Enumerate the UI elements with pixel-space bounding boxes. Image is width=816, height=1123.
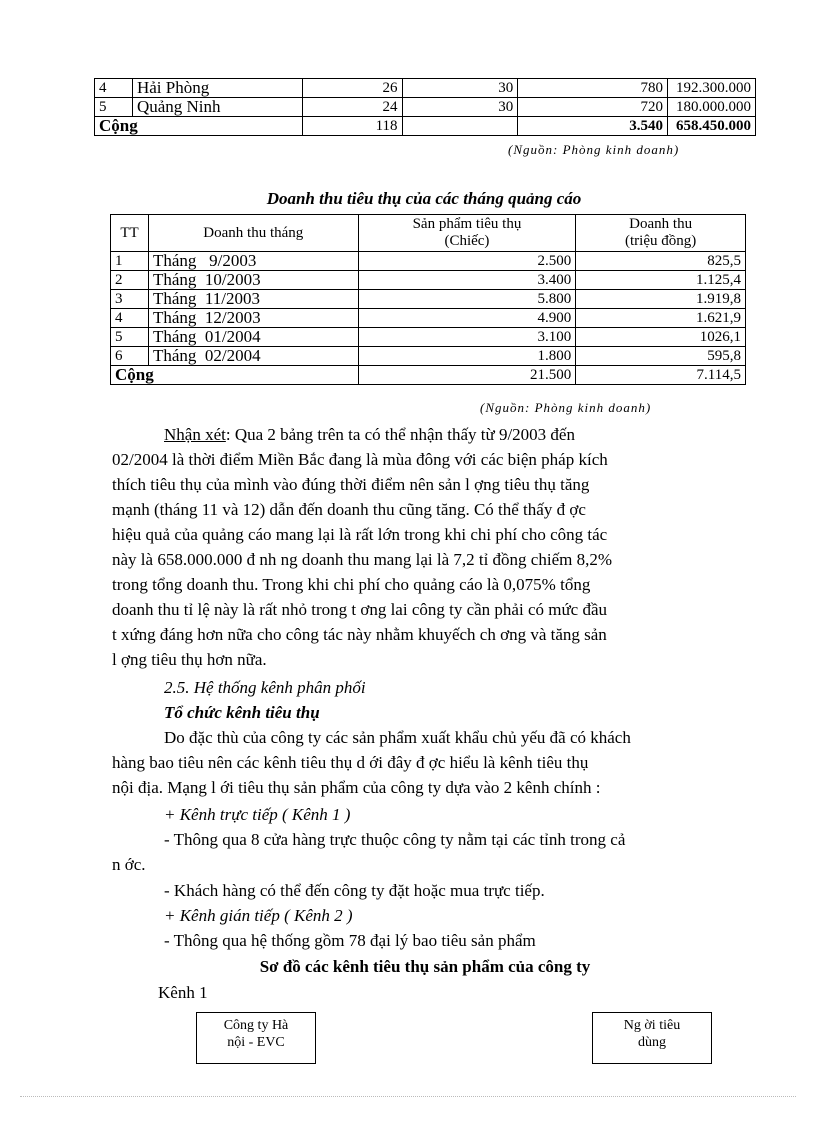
- page-footer-rule: [20, 1096, 796, 1097]
- cell-name: Quảng Ninh: [132, 98, 302, 117]
- cell-month: Tháng 9/2003: [148, 252, 358, 271]
- cell-name: Hải Phòng: [132, 79, 302, 98]
- remark-line: thích tiêu thụ của mình vào đúng thời điểm nên sản l ợng tiêu thụ tăng: [112, 475, 590, 494]
- cell-month: Tháng 01/2004: [148, 328, 358, 347]
- box-consumer-line2: dùng: [638, 1035, 666, 1050]
- remark-line: hiệu quả của quảng cáo mang lại là rất lớn trong khi chi phí cho công tác: [112, 525, 608, 544]
- cell-products: 1.800: [358, 347, 576, 366]
- remark-line: doanh thu tỉ lệ này là rất nhỏ trong t ơng lai công ty cần phải có mức đầu: [112, 600, 608, 619]
- remark-line: 02/2004 là thời điểm Miền Bắc đang là mùa đông với các biện pháp kích: [112, 450, 608, 469]
- cell-c1: 26: [302, 79, 402, 98]
- cell-tt: 3: [111, 290, 149, 309]
- total-c3: 3.540: [518, 117, 668, 136]
- table-row: [95, 79, 756, 98]
- cell-revenue: 595,8: [576, 347, 746, 366]
- channel1-heading: + Kênh trực tiếp ( Kênh 1 ): [164, 805, 351, 824]
- remark-line: [112, 422, 738, 447]
- channel2-heading: + Kênh gián tiếp ( Kênh 2 ): [164, 906, 353, 925]
- cell-c3: 780: [518, 79, 668, 98]
- total-c4: 658.450.000: [667, 117, 755, 136]
- header-revenue-line1: Doanh thu: [629, 216, 693, 232]
- remark-paragraph: [112, 422, 738, 672]
- header-tt: TT: [111, 215, 149, 252]
- channel1-line: - Thông qua 8 cửa hàng trực thuộc công ty nằm tại các tỉnh trong cả: [164, 830, 626, 849]
- section-heading: 2.5. Hệ thống kênh phân phối: [164, 678, 366, 697]
- total-c2: [402, 117, 518, 136]
- remark-line: l ợng tiêu thụ hơn nữa.: [112, 650, 267, 669]
- table-monthly-revenue: [110, 214, 746, 385]
- remark-line: mạnh (tháng 11 và 12) dẫn đến doanh thu cũng tăng. Có thể thấy đ ợc: [112, 500, 586, 519]
- cell-revenue: 1.621,9: [576, 309, 746, 328]
- table-header-row: [111, 215, 746, 252]
- section-line: nội địa. Mạng l ới tiêu thụ sản phẩm của công ty dựa vào 2 kênh chính :: [112, 778, 601, 797]
- remark-line: trong tổng doanh thu. Trong khi chi phí cho quảng cáo là 0,075% tổng: [112, 575, 591, 594]
- cell-products: 3.100: [358, 328, 576, 347]
- box-consumer: [592, 1012, 712, 1064]
- cell-month: Tháng 02/2004: [148, 347, 358, 366]
- cell-month: Tháng 10/2003: [148, 271, 358, 290]
- cell-c4: 192.300.000: [667, 79, 755, 98]
- cell-c3: 720: [518, 98, 668, 117]
- cell-c1: 24: [302, 98, 402, 117]
- channel1-line: n ớc.: [112, 855, 146, 874]
- table-row: [111, 290, 746, 309]
- total-label: Cộng: [95, 117, 303, 136]
- cell-revenue: 1026,1: [576, 328, 746, 347]
- cell-tt: 2: [111, 271, 149, 290]
- table-row: [95, 98, 756, 117]
- header-products-line2: (Chiếc): [444, 233, 490, 249]
- cell-tt: 1: [111, 252, 149, 271]
- cell-month: Tháng 11/2003: [148, 290, 358, 309]
- channel1-line: - Khách hàng có thể đến công ty đặt hoặc mua trực tiếp.: [164, 881, 545, 900]
- cell-products: 5.800: [358, 290, 576, 309]
- cell-tt: 5: [95, 98, 133, 117]
- remark-label: Nhận xét: [164, 425, 226, 444]
- cell-revenue: 1.125,4: [576, 271, 746, 290]
- total-c1: 118: [302, 117, 402, 136]
- cell-tt: 6: [111, 347, 149, 366]
- box-company-line2: nội - EVC: [227, 1035, 285, 1050]
- section-line: Do đặc thù của công ty các sản phẩm xuất khẩu chủ yếu đã có khách: [164, 728, 631, 747]
- table2-source: (Nguồn: Phòng kinh doanh): [480, 400, 652, 415]
- cell-products: 4.900: [358, 309, 576, 328]
- cell-products: 3.400: [358, 271, 576, 290]
- cell-tt: 4: [95, 79, 133, 98]
- cell-c2: 30: [402, 79, 518, 98]
- total-products: 21.500: [358, 366, 576, 385]
- cell-c2: 30: [402, 98, 518, 117]
- cell-products: 2.500: [358, 252, 576, 271]
- remark-line-text: : Qua 2 bảng trên ta có thể nhận thấy từ 9/2003 đến: [225, 425, 575, 444]
- section-line: hàng bao tiêu nên các kênh tiêu thụ d ới đây đ ợc hiểu là kênh tiêu thụ: [112, 753, 589, 772]
- table-total-row: [111, 366, 746, 385]
- table1-source: (Nguồn: Phòng kinh doanh): [508, 142, 680, 157]
- box-company-line1: Công ty Hà: [223, 1018, 289, 1033]
- remark-line: này là 658.000.000 đ nh ng doanh thu mang lại là 7,2 tỉ đồng chiếm 8,2%: [112, 550, 613, 569]
- cell-revenue: 1.919,8: [576, 290, 746, 309]
- cell-month: Tháng 12/2003: [148, 309, 358, 328]
- header-products-line1: Sản phẩm tiêu thụ: [412, 216, 522, 232]
- table-row: [111, 347, 746, 366]
- channel1-paragraph: [112, 827, 738, 877]
- diagram-channel-label: Kênh 1: [158, 983, 208, 1002]
- channel2-line: - Thông qua hệ thống gồm 78 đại lý bao tiêu sản phẩm: [164, 931, 536, 950]
- cell-tt: 5: [111, 328, 149, 347]
- section-subheading: Tổ chức kênh tiêu thụ: [164, 703, 320, 722]
- header-revenue: [576, 215, 746, 252]
- cell-revenue: 825,5: [576, 252, 746, 271]
- cell-c4: 180.000.000: [667, 98, 755, 117]
- header-revenue-line2: (triệu đồng): [625, 233, 697, 249]
- cell-tt: 4: [111, 309, 149, 328]
- table-row: [111, 271, 746, 290]
- table-row: [111, 309, 746, 328]
- table2-title: Doanh thu tiêu thụ của các tháng quảng cáo: [266, 189, 582, 208]
- box-company: [196, 1012, 316, 1064]
- section-paragraph: [112, 725, 738, 800]
- header-products: [358, 215, 576, 252]
- total-revenue: 7.114,5: [576, 366, 746, 385]
- diagram-title: Sơ đồ các kênh tiêu thụ sản phẩm của công ty: [259, 957, 591, 976]
- remark-line: t xứng đáng hơn nữa cho công tác này nhằm khuyếch ch ơng và tăng sản: [112, 625, 607, 644]
- table-row: [111, 252, 746, 271]
- box-consumer-line1: Ng ời tiêu: [623, 1018, 681, 1033]
- table-total-row: [95, 117, 756, 136]
- header-month: Doanh thu tháng: [148, 215, 358, 252]
- total-label: Cộng: [111, 366, 359, 385]
- table-distribution: [94, 78, 756, 136]
- table-row: [111, 328, 746, 347]
